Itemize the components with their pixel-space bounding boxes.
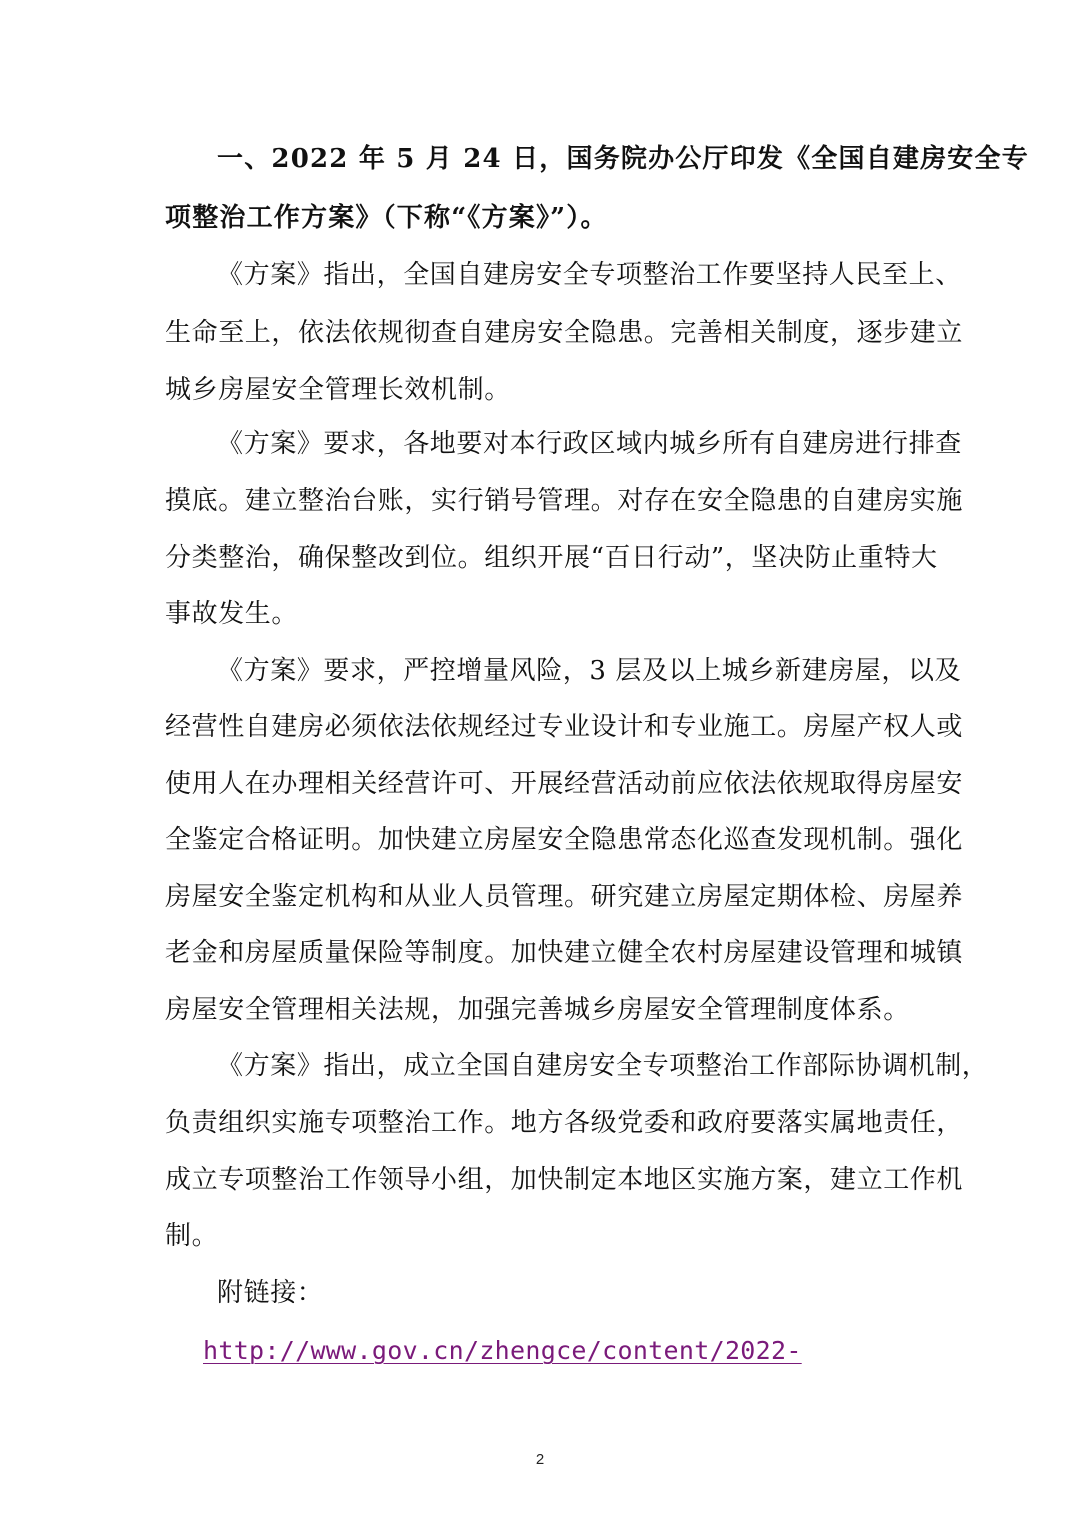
- paragraph-3-line-1: 《方案》要求，严控增量风险，3 层及以上城乡新建房屋，以及: [217, 656, 962, 686]
- paragraph-2-line-3: 分类整治，确保整改到位。组织开展“百日行动”，坚决防止重特大: [165, 543, 938, 573]
- paragraph-4-line-3: 成立专项整治工作领导小组，加快制定本地区实施方案，建立工作机: [165, 1165, 964, 1195]
- paragraph-3-line-5: 房屋安全鉴定机构和从业人员管理。研究建立房屋定期体检、房屋养: [165, 882, 964, 912]
- heading-line-1: 一、2022 年 5 月 24 日，国务院办公厅印发《全国自建房安全专: [217, 144, 1029, 174]
- paragraph-4-line-2: 负责组织实施专项整治工作。地方各级党委和政府要落实属地责任，: [165, 1108, 964, 1138]
- paragraph-2-line-1: 《方案》要求，各地要对本行政区域内城乡所有自建房进行排查: [217, 429, 962, 459]
- attachment-link[interactable]: http://www.gov.cn/zhengce/content/2022-: [203, 1336, 802, 1365]
- attachment-label: 附链接：: [217, 1278, 324, 1308]
- paragraph-2-line-2: 摸底。建立整治台账，实行销号管理。对存在安全隐患的自建房实施: [165, 486, 964, 516]
- page-number: 2: [535, 1451, 545, 1468]
- paragraph-3-line-2: 经营性自建房必须依法依规经过专业设计和专业施工。房屋产权人或: [165, 712, 964, 742]
- paragraph-1-line-2: 生命至上，依法依规彻查自建房安全隐患。完善相关制度，逐步建立: [165, 318, 964, 348]
- paragraph-3-line-4: 全鉴定合格证明。加快建立房屋安全隐患常态化巡查发现机制。强化: [165, 825, 964, 855]
- paragraph-3-line-3: 使用人在办理相关经营许可、开展经营活动前应依法依规取得房屋安: [165, 769, 964, 799]
- paragraph-3-line-7: 房屋安全管理相关法规，加强完善城乡房屋安全管理制度体系。: [165, 995, 910, 1025]
- paragraph-1-line-1: 《方案》指出，全国自建房安全专项整治工作要坚持人民至上、: [217, 260, 962, 290]
- paragraph-4-line-4: 制。: [165, 1221, 219, 1251]
- paragraph-4-line-1: 《方案》指出，成立全国自建房安全专项整治工作部际协调机制，: [217, 1051, 989, 1081]
- paragraph-2-line-4: 事故发生。: [165, 599, 299, 629]
- paragraph-1-line-3: 城乡房屋安全管理长效机制。: [165, 375, 511, 405]
- heading-line-2: 项整治工作方案》（下称“《方案》”）。: [165, 203, 608, 233]
- paragraph-3-line-6: 老金和房屋质量保险等制度。加快建立健全农村房屋建设管理和城镇: [165, 938, 964, 968]
